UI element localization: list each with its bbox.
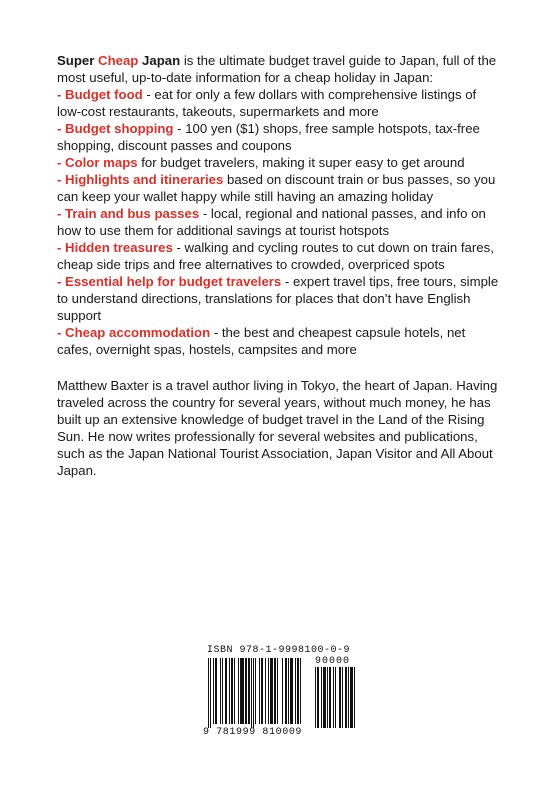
cover-text [57, 52, 503, 479]
feature-essential-help [57, 273, 503, 324]
feature-text: based on discount train or bus passes, so you can keep your wallet happy while still having an amazing holiday [57, 172, 496, 204]
feature-title: - Budget shopping [57, 121, 174, 136]
intro-paragraph [57, 52, 503, 86]
barcode-main-bars [208, 658, 312, 728]
feature-title: - Highlights and itineraries [57, 172, 224, 187]
feature-budget-food [57, 86, 503, 120]
barcode-digits: 9 781999 810009 [203, 727, 303, 738]
feature-budget-shopping [57, 120, 503, 154]
feature-text: - walking and cycling routes to cut down on train fares, cheap side trips and free alternatives to crowded, overpriced spots [57, 240, 494, 272]
brand-super: Super [57, 53, 95, 68]
feature-title: - Budget food [57, 87, 143, 102]
feature-text: - expert travel tips, free tours, simple to understand directions, translations for places that don’t have English support [57, 274, 499, 323]
feature-text: - local, regional and national passes, and info on how to use them for additional savings at tourist hotspots [57, 206, 486, 238]
isbn-label: ISBN 978-1-9998100-0-9 [207, 645, 351, 656]
feature-title: - Train and bus passes [57, 206, 200, 221]
feature-title: - Hidden treasures [57, 240, 173, 255]
feature-cheap-accommodation [57, 324, 503, 358]
feature-text: - 100 yen ($1) shops, free sample hotspots, tax-free shopping, discount passes and coupons [57, 121, 480, 153]
feature-title: - Cheap accommodation [57, 325, 211, 340]
feature-title: - Color maps [57, 155, 138, 170]
feature-text: for budget travelers, making it super easy to get around [137, 155, 465, 170]
feature-text: - the best and cheapest capsule hotels, net cafes, overnight spas, hostels, campsites and more [57, 325, 466, 357]
feature-train-bus-passes [57, 205, 503, 239]
feature-text: - eat for only a few dollars with comprehensive listings of low-cost restaurants, takeouts, supermarkets and more [57, 87, 477, 119]
author-bio: Matthew Baxter is a travel author living in Tokyo, the heart of Japan. Having traveled across the country for several years, without much money, he has built up an extensive knowledge of budget travel in the Land of the Rising Sun. He now writes professionally for several websites and publications, such as the Japan National Tourist Association, Japan Visitor and All About Japan. [57, 378, 498, 478]
brand-japan: Japan [142, 53, 181, 68]
feature-hidden-treasures [57, 239, 503, 273]
barcode-addon-bars [315, 667, 367, 728]
feature-highlights [57, 171, 503, 205]
brand-cheap: Cheap [98, 53, 139, 68]
price-code: 90000 [315, 656, 351, 667]
feature-title: - Essential help for budget travelers [57, 274, 282, 289]
intro-text: is the ultimate budget travel guide to Japan, full of the most useful, up-to-date information for a cheap holiday in Japan: [57, 53, 497, 85]
isbn-barcode [200, 645, 380, 745]
feature-color-maps [57, 154, 503, 171]
